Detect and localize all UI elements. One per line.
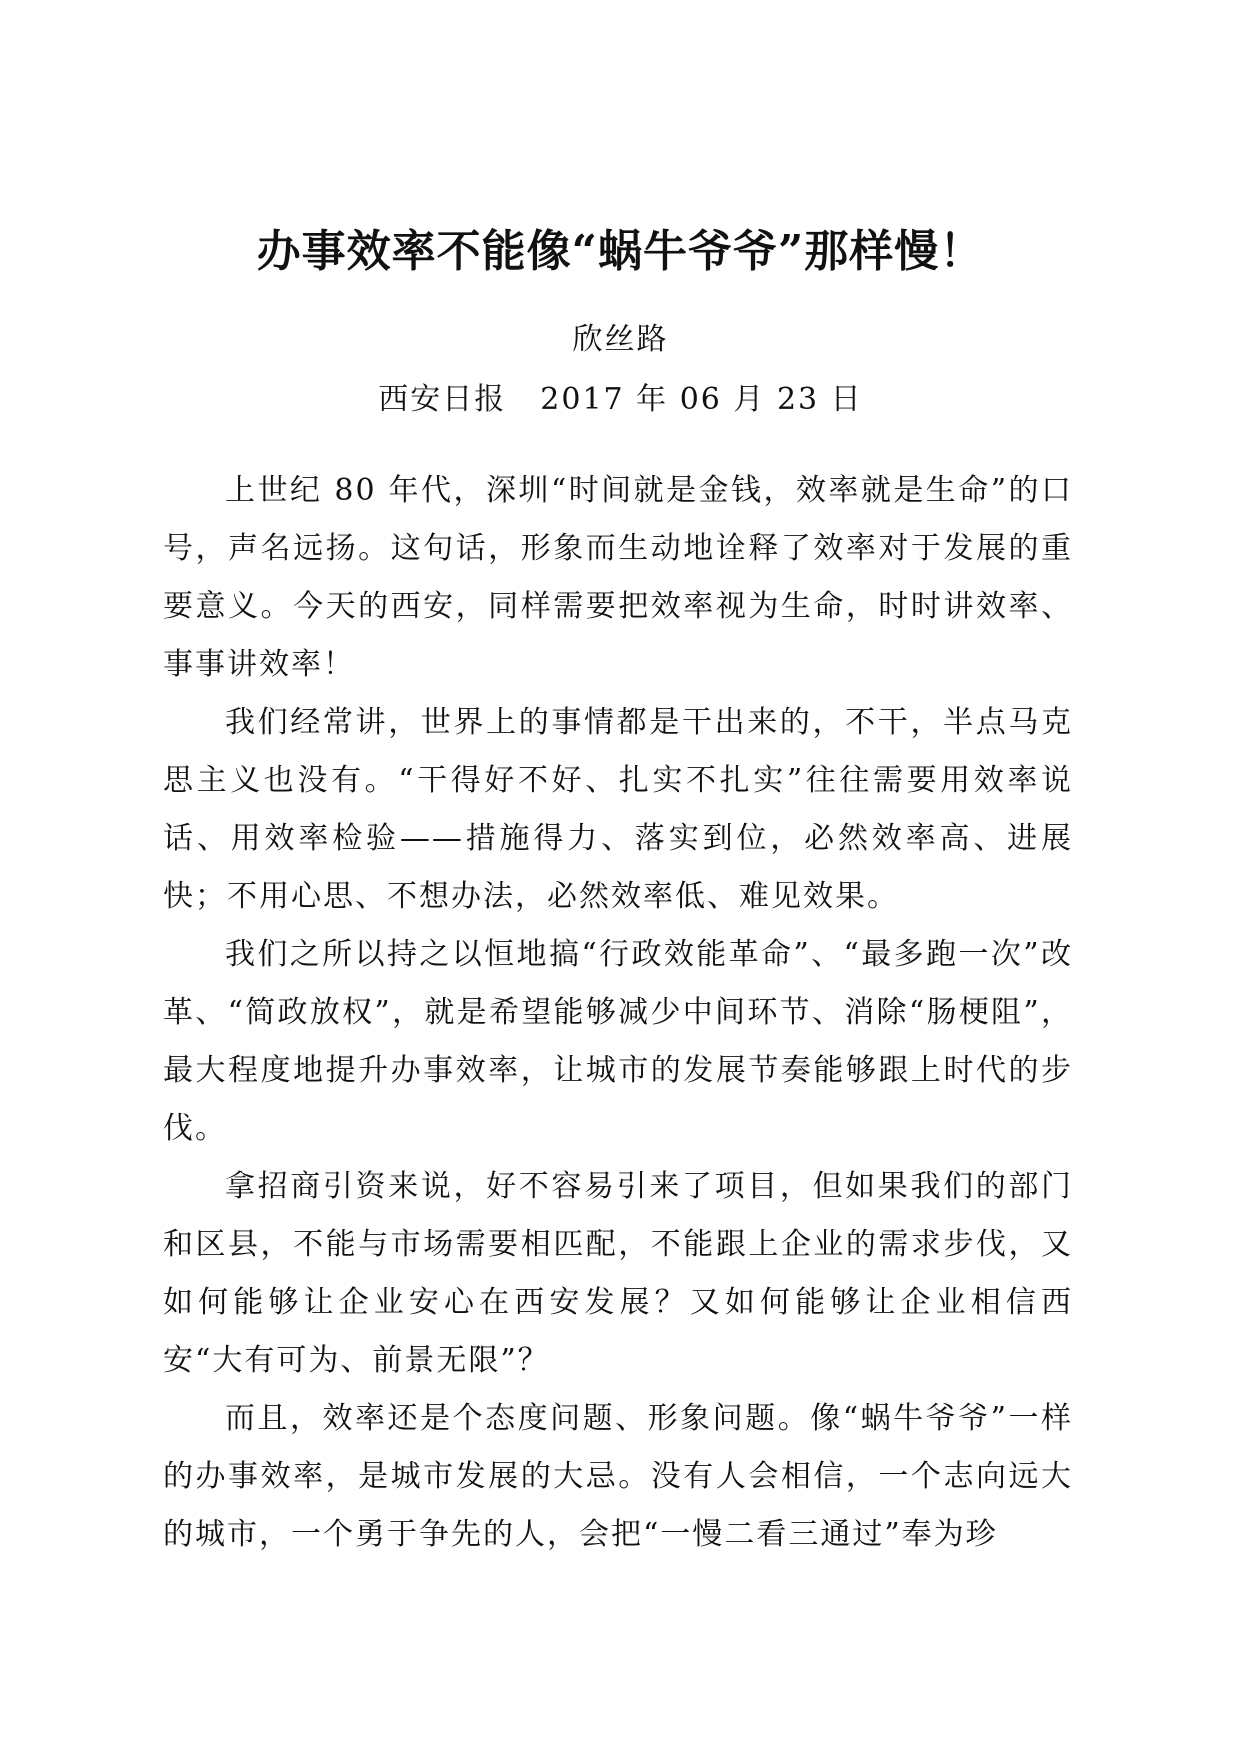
paragraph: 而且，效率还是个态度问题、形象问题。像“蜗牛爷爷”一样的办事效率，是城市发展的大忌。没有人会相信，一个志向远大的城市，一个勇于争先的人，会把“一慢二看三通过”奉为珍 [163,1401,1073,1552]
paragraph: 上世纪 80 年代，深圳“时间就是金钱，效率就是生命”的口号，声名远扬。这句话，形象而生动地诠释了效率对于发展的重要意义。今天的西安，同样需要把效率视为生命，时时讲效率、事事讲效率！ [163,473,1073,682]
article-source-line [0,380,1241,420]
article-body [163,462,1073,1564]
paragraph: 拿招商引资来说，好不容易引来了项目，但如果我们的部门和区县，不能与市场需要相匹配，不能跟上企业的需求步伐，又如何能够让企业安心在西安发展？又如何能够让企业相信西安“大有可为、前景无限”？ [163,1169,1073,1378]
article-title: 办事效率不能像“蜗牛爷爷”那样慢！ [256,226,985,277]
paragraph: 我们经常讲，世界上的事情都是干出来的，不干，半点马克思主义也没有。“干得好不好、扎实不扎实”往往需要用效率说话、用效率检验——措施得力、落实到位，必然效率高、进展快；不用心思、不想办法，必然效率低、难见效果。 [163,705,1073,914]
publication-name: 西安日报 [378,382,507,417]
article-author: 欣丝路 [572,322,669,357]
publication-date: 2017 年 06 月 23 日 [540,382,863,417]
paragraph: 我们之所以持之以恒地搞“行政效能革命”、“最多跑一次”改革、“简政放权”，就是希望能够减少中间环节、消除“肠梗阻”，最大程度地提升办事效率，让城市的发展节奏能够跟上时代的步伐。 [163,937,1073,1146]
